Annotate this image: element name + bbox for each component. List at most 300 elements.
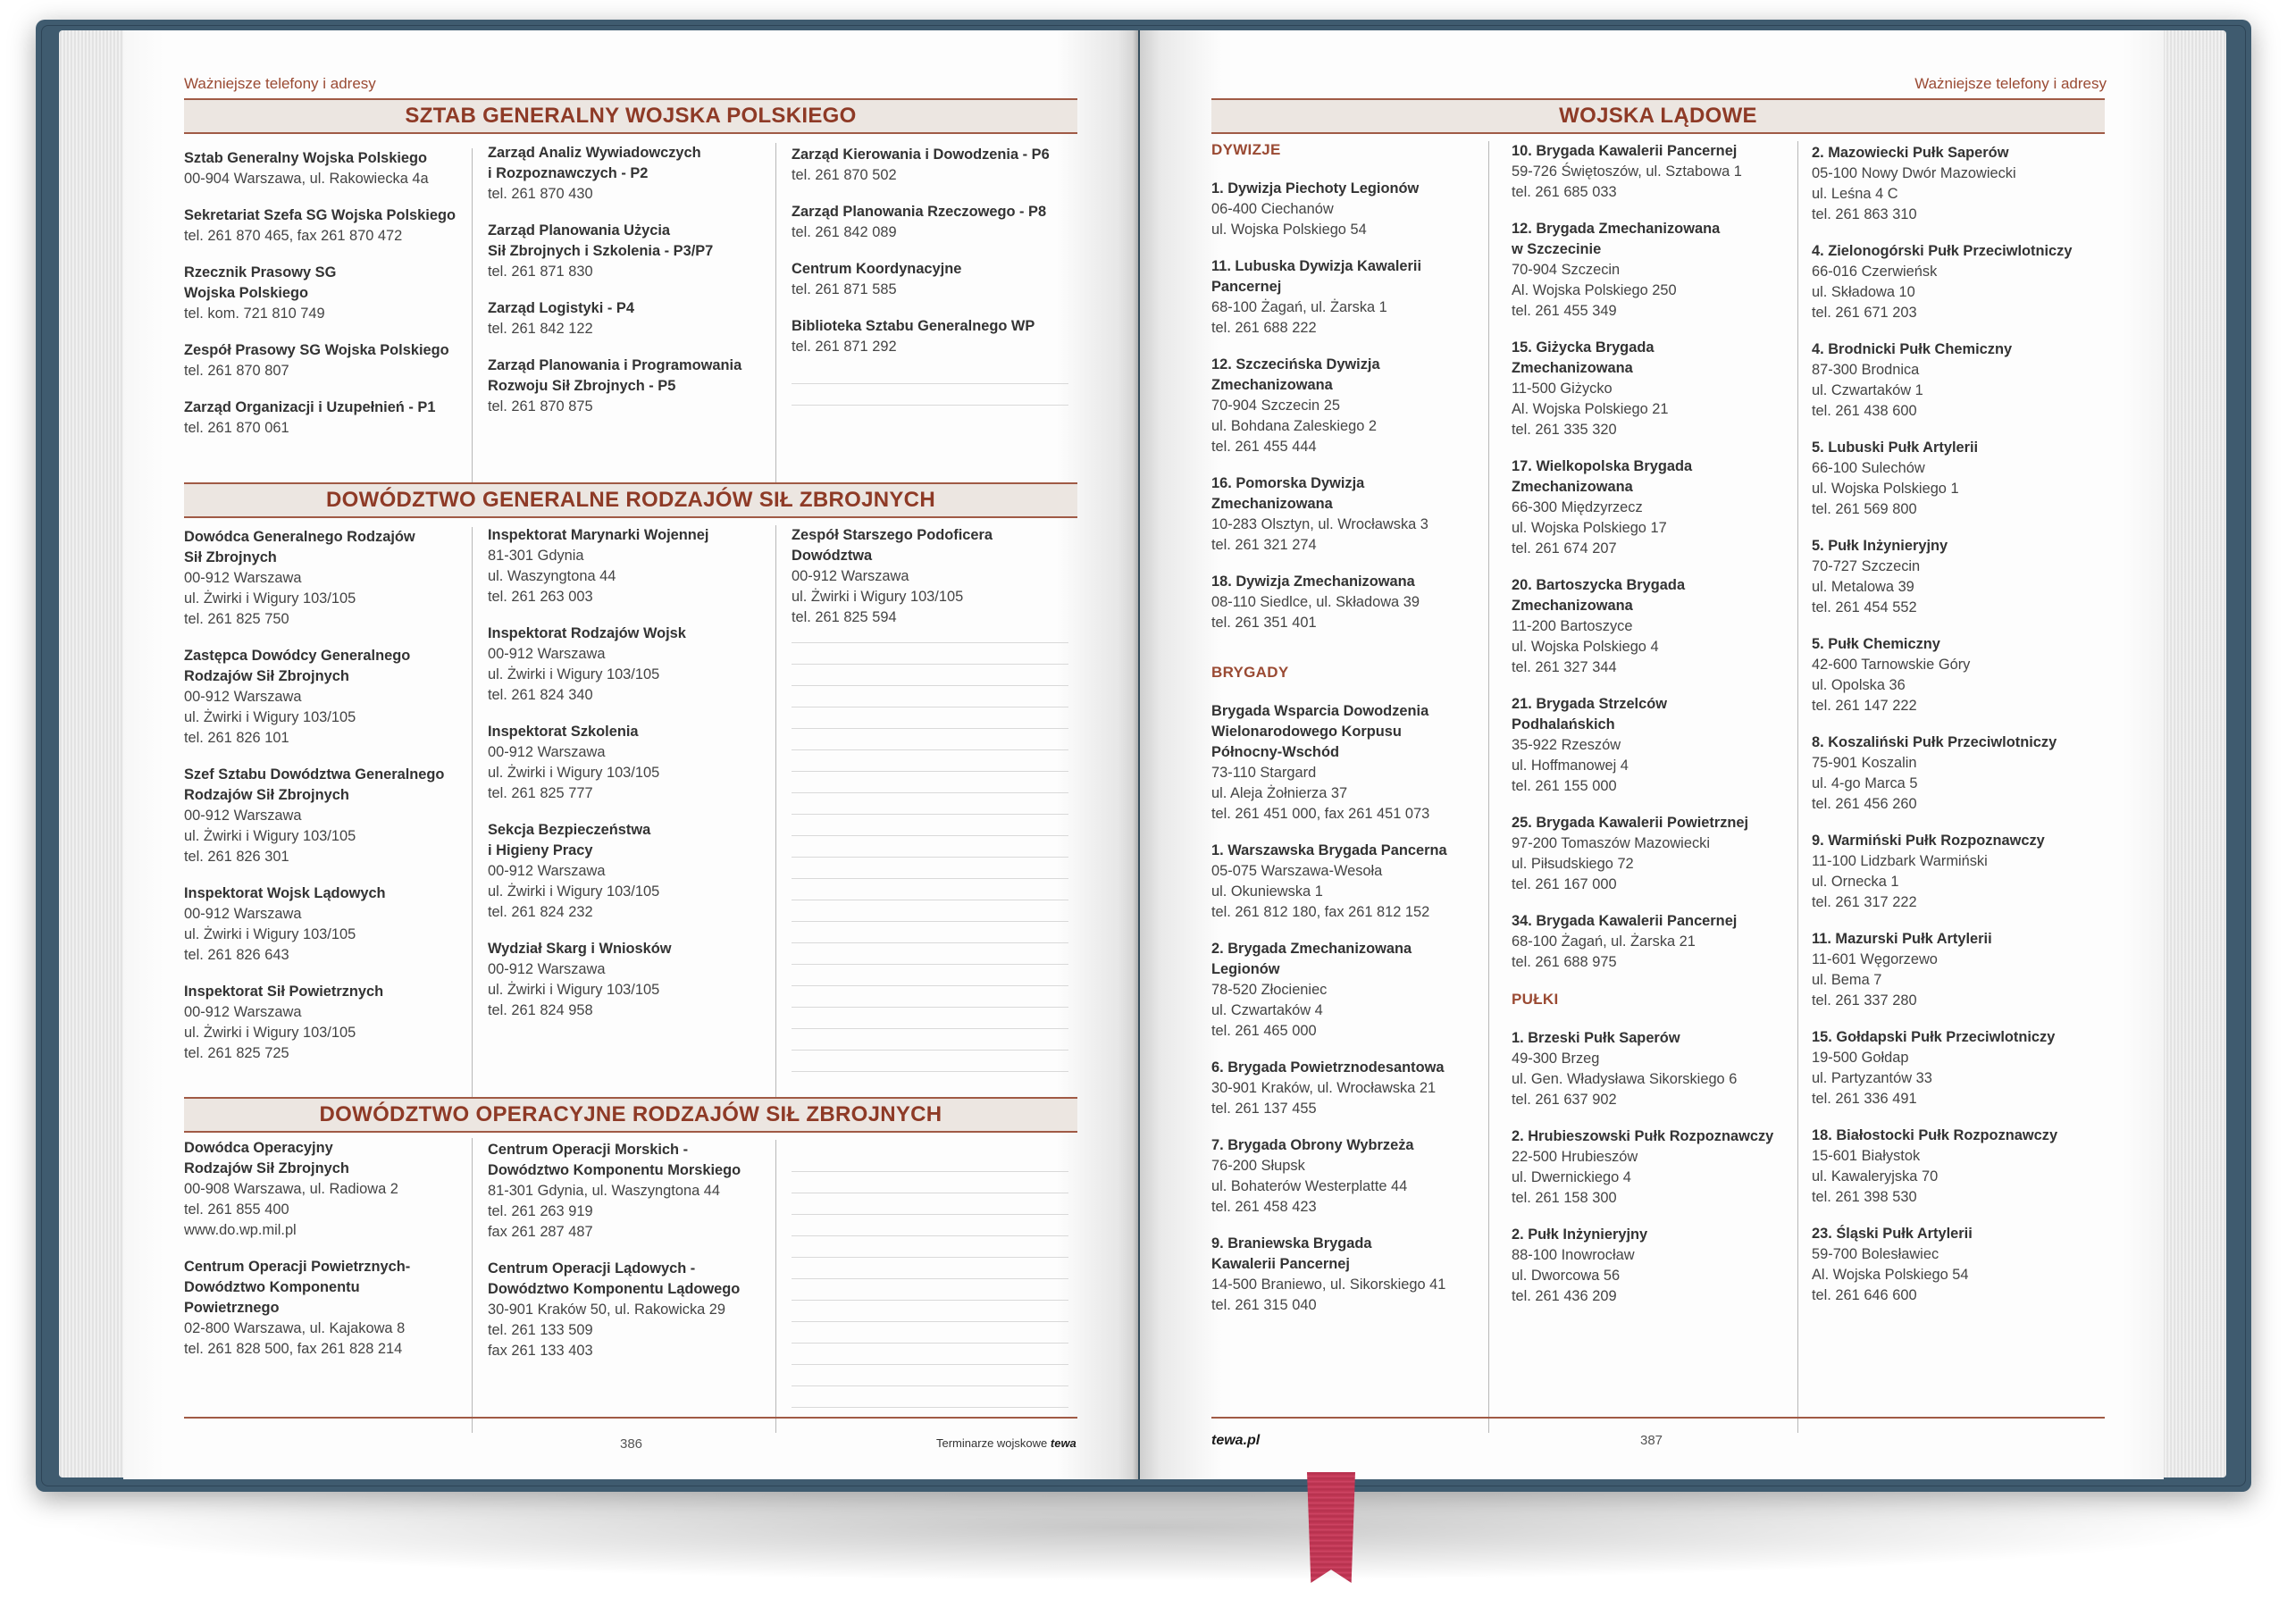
entry-detail: tel. 261 826 301 xyxy=(184,849,289,865)
entry-detail: fax 261 133 403 xyxy=(488,1343,593,1359)
entry-name: 2. Brygada Zmechanizowana xyxy=(1211,941,1412,957)
entry-detail: 68-100 Żagań, ul. Żarska 21 xyxy=(1512,933,1696,950)
entry-detail: ul. Ornecka 1 xyxy=(1812,874,1899,890)
brand-text: Terminarze wojskowe xyxy=(936,1436,1048,1450)
entry-detail: tel. 261 685 033 xyxy=(1512,184,1617,200)
entry-detail: ul. Bohdana Zaleskiego 2 xyxy=(1211,418,1377,434)
address-entry xyxy=(1512,141,1797,203)
entry-name: Centrum Operacji Powietrznych- xyxy=(184,1259,411,1275)
entry-detail: 00-912 Warszawa xyxy=(184,570,302,586)
entry-list xyxy=(1812,143,2107,1306)
entry-detail: tel. 261 842 122 xyxy=(488,321,593,337)
entry-name: 1. Warszawska Brygada Pancerna xyxy=(1211,842,1447,858)
entry-name: Zmechanizowana xyxy=(1512,479,1633,495)
entry-detail: ul. Opolska 36 xyxy=(1812,677,1906,693)
entry-detail: tel. 261 870 807 xyxy=(184,363,289,379)
entry-detail: ul. Wojska Polskiego 54 xyxy=(1211,222,1367,238)
entry-detail: tel. 261 321 274 xyxy=(1211,537,1317,553)
entry-detail: ul. Wojska Polskiego 17 xyxy=(1512,520,1667,536)
section-header xyxy=(184,482,1077,518)
brand-logo: tewa.pl xyxy=(1211,1433,1261,1448)
entry-name: Sekretariat Szefa SG Wojska Polskiego xyxy=(184,207,456,223)
entry-detail: Al. Wojska Polskiego 54 xyxy=(1812,1267,1969,1283)
address-entry xyxy=(184,646,472,749)
entry-name: i Higieny Pracy xyxy=(488,842,593,858)
entry-detail: ul. Czwartaków 1 xyxy=(1812,382,1923,398)
running-title: Ważniejsze telefony i adresy xyxy=(184,75,376,92)
entry-detail: ul. Kawaleryjska 70 xyxy=(1812,1168,1939,1185)
entry-name: Rzecznik Prasowy SG xyxy=(184,264,337,280)
entry-detail: tel. kom. 721 810 749 xyxy=(184,306,325,322)
entry-detail: tel. 261 155 000 xyxy=(1512,778,1617,794)
address-entry xyxy=(184,398,472,439)
entry-name: Zarząd Organizacji i Uzupełnień - P1 xyxy=(184,399,436,415)
address-entry xyxy=(184,883,472,966)
entry-name: 9. Braniewska Brygada xyxy=(1211,1235,1372,1251)
entry-name: 5. Lubuski Pułk Artylerii xyxy=(1812,439,1979,456)
entry-detail: ul. 4-go Marca 5 xyxy=(1812,775,1918,791)
address-entry xyxy=(1211,939,1488,1042)
entry-detail: 00-912 Warszawa xyxy=(184,906,302,922)
entry-name: 25. Brygada Kawalerii Powietrznej xyxy=(1512,815,1749,831)
section-header xyxy=(184,98,1077,134)
entry-name: i Rozpoznawczych - P2 xyxy=(488,165,649,181)
entry-detail: 81-301 Gdynia, ul. Waszyngtona 44 xyxy=(488,1183,720,1199)
section-title: WOJSKA LĄDOWE xyxy=(1559,104,1757,128)
address-entry xyxy=(1812,929,2107,1011)
address-entry xyxy=(792,145,1077,186)
address-entry xyxy=(1512,1028,1797,1110)
column xyxy=(184,148,473,484)
entry-detail: tel. 261 455 349 xyxy=(1512,303,1617,319)
entry-detail: ul. Wojska Polskiego 1 xyxy=(1812,481,1959,497)
entry-name: Dowódca Generalnego Rodzajów xyxy=(184,529,415,545)
address-entry xyxy=(1512,456,1797,559)
address-entry xyxy=(488,298,775,339)
entry-detail: tel. 261 824 232 xyxy=(488,904,593,920)
footer-rule xyxy=(1211,1417,2105,1419)
entry-name: Północny-Wschód xyxy=(1211,744,1339,760)
entry-detail: 05-100 Nowy Dwór Mazowiecki xyxy=(1812,165,2016,181)
address-entry xyxy=(1211,179,1488,240)
address-entry xyxy=(184,263,472,324)
address-entry xyxy=(1512,1126,1797,1209)
note-lines xyxy=(792,1151,1068,1408)
entry-detail: fax 261 287 487 xyxy=(488,1224,593,1240)
entry-name: Wielonarodowego Korpusu xyxy=(1211,724,1402,740)
address-entry xyxy=(1812,339,2107,422)
entry-detail: 00-904 Warszawa, ul. Rakowiecka 4a xyxy=(184,171,429,187)
brand-logo: tewa xyxy=(1050,1436,1076,1450)
entry-name: Inspektorat Marynarki Wojennej xyxy=(488,527,709,543)
column xyxy=(184,1138,473,1433)
entry-detail: ul. Dworcowa 56 xyxy=(1512,1268,1621,1284)
entry-name: 6. Brygada Powietrznodesantowa xyxy=(1211,1059,1445,1076)
entry-detail: 30-901 Kraków, ul. Wrocławska 21 xyxy=(1211,1080,1437,1096)
entry-detail: tel. 261 398 530 xyxy=(1812,1189,1917,1205)
entry-name: 21. Brygada Strzelców xyxy=(1512,696,1667,712)
address-entry xyxy=(1211,256,1488,339)
entry-name: 1. Brzeski Pułk Saperów xyxy=(1512,1030,1680,1046)
entry-name: Centrum Operacji Morskich - xyxy=(488,1142,689,1158)
entry-detail: tel. 261 870 502 xyxy=(792,167,897,183)
entry-detail: 11-500 Giżycko xyxy=(1512,381,1613,397)
entry-detail: tel. 261 263 003 xyxy=(488,589,593,605)
entry-detail: ul. Żwirki i Wigury 103/105 xyxy=(488,666,660,682)
entry-detail: ul. Metalowa 39 xyxy=(1812,579,1914,595)
entry-detail: tel. 261 137 455 xyxy=(1211,1101,1317,1117)
entry-detail: tel. 261 147 222 xyxy=(1812,698,1917,714)
entry-detail: 11-200 Bartoszyce xyxy=(1512,618,1633,634)
entry-name: Centrum Koordynacyjne xyxy=(792,261,962,277)
entry-detail: tel. 261 455 444 xyxy=(1211,439,1317,455)
entry-detail: tel. 261 674 207 xyxy=(1512,540,1617,557)
entry-name: w Szczecinie xyxy=(1512,241,1602,257)
section-title: SZTAB GENERALNY WOJSKA POLSKIEGO xyxy=(405,104,857,128)
entry-detail: 66-100 Sulechów xyxy=(1812,460,1925,476)
entry-list xyxy=(1211,179,1488,633)
entry-name: 20. Bartoszycka Brygada xyxy=(1512,577,1686,593)
entry-name: 15. Gołdapski Pułk Przeciwlotniczy xyxy=(1812,1029,2056,1045)
address-entry xyxy=(1812,1027,2107,1109)
entry-detail: tel. 261 456 260 xyxy=(1812,796,1917,812)
entry-name: Podhalańskich xyxy=(1512,716,1615,732)
entry-detail: 22-500 Hrubieszów xyxy=(1512,1149,1638,1165)
column xyxy=(488,525,776,1099)
entry-detail: ul. Żwirki i Wigury 103/105 xyxy=(488,982,660,998)
entry-name: Zmechanizowana xyxy=(1512,598,1633,614)
entry-name: 12. Brygada Zmechanizowana xyxy=(1512,221,1721,237)
address-entry xyxy=(1211,473,1488,556)
address-entry xyxy=(792,316,1077,357)
entry-detail: ul. Aleja Żołnierza 37 xyxy=(1211,785,1348,801)
entry-detail: tel. 261 863 310 xyxy=(1812,206,1917,222)
entry-detail: tel. 261 826 643 xyxy=(184,947,289,963)
address-entry xyxy=(184,1138,472,1241)
entry-detail: ul. Gen. Władysława Sikorskiego 6 xyxy=(1512,1071,1738,1087)
column xyxy=(792,145,1077,484)
entry-name: 5. Pułk Inżynieryjny xyxy=(1812,538,1948,554)
entry-detail: ul. Bema 7 xyxy=(1812,972,1882,988)
entry-name: Kawalerii Pancernej xyxy=(1211,1256,1350,1272)
address-entry xyxy=(488,525,775,607)
entry-name: Sekcja Bezpieczeństwa xyxy=(488,822,651,838)
entry-name: 34. Brygada Kawalerii Pancernej xyxy=(1512,913,1738,929)
category-label: BRYGADY xyxy=(1211,664,1289,681)
bookmark-ribbon xyxy=(1307,1472,1355,1583)
entry-detail: tel. 261 870 875 xyxy=(488,398,593,414)
entry-detail: ul. Czwartaków 4 xyxy=(1211,1002,1323,1018)
footer-rule xyxy=(184,1417,1077,1419)
column xyxy=(1512,141,1798,1433)
column xyxy=(1812,143,2107,1433)
entry-detail: ul. Żwirki i Wigury 103/105 xyxy=(792,589,964,605)
entry-detail: 70-727 Szczecin xyxy=(1812,558,1921,574)
entry-name: Zmechanizowana xyxy=(1512,360,1633,376)
section-title: DOWÓDZTWO OPERACYJNE RODZAJÓW SIŁ ZBROJNYCH xyxy=(319,1102,942,1126)
address-entry xyxy=(184,527,472,630)
entry-name: 4. Brodnicki Pułk Chemiczny xyxy=(1812,341,2013,357)
entry-detail: tel. 261 824 340 xyxy=(488,687,593,703)
entry-detail: tel. 261 871 292 xyxy=(792,339,897,355)
entry-detail: 00-912 Warszawa xyxy=(184,808,302,824)
entry-detail: tel. 261 315 040 xyxy=(1211,1297,1317,1313)
entry-detail: ul. Okuniewska 1 xyxy=(1211,883,1323,900)
entry-detail: 87-300 Brodnica xyxy=(1812,362,1920,378)
entry-name: Biblioteka Sztabu Generalnego WP xyxy=(792,318,1035,334)
address-entry xyxy=(1211,572,1488,633)
address-entry xyxy=(1512,338,1797,440)
entry-name: Dowództwo Komponentu xyxy=(184,1279,360,1295)
entry-name: Zarząd Planowania Użycia xyxy=(488,222,671,239)
entry-name: Inspektorat Szkolenia xyxy=(488,724,639,740)
entry-detail: 02-800 Warszawa, ul. Kajakowa 8 xyxy=(184,1320,406,1336)
entry-name: Rodzajów Sił Zbrojnych xyxy=(184,1160,349,1176)
section-header xyxy=(1211,98,2105,134)
entry-detail: 14-500 Braniewo, ul. Sikorskiego 41 xyxy=(1211,1277,1446,1293)
entry-name: 4. Zielonogórski Pułk Przeciwlotniczy xyxy=(1812,243,2073,259)
entry-detail: tel. 261 842 089 xyxy=(792,224,897,240)
entry-name: 18. Dywizja Zmechanizowana xyxy=(1211,573,1415,590)
entry-name: 8. Koszaliński Pułk Przeciwlotniczy xyxy=(1812,734,2057,750)
entry-detail: tel. 261 317 222 xyxy=(1812,894,1917,910)
entry-list xyxy=(1211,701,1488,1316)
entry-name: 10. Brygada Kawalerii Pancernej xyxy=(1512,143,1738,159)
entry-detail: tel. 261 451 000, fax 261 451 073 xyxy=(1211,806,1430,822)
entry-name: Zmechanizowana xyxy=(1211,496,1333,512)
entry-name: 7. Brygada Obrony Wybrzeża xyxy=(1211,1137,1414,1153)
entry-name: Zarząd Planowania Rzeczowego - P8 xyxy=(792,204,1047,220)
entry-name: 16. Pomorska Dywizja xyxy=(1211,475,1365,491)
address-entry xyxy=(488,1259,775,1361)
address-entry xyxy=(184,205,472,247)
entry-detail: tel. 261 167 000 xyxy=(1512,876,1617,892)
entry-name: Sztab Generalny Wojska Polskiego xyxy=(184,150,428,166)
column xyxy=(184,527,473,1099)
entry-name: 17. Wielkopolska Brygada xyxy=(1512,458,1693,474)
entry-detail: tel. 261 436 209 xyxy=(1512,1288,1617,1304)
entry-detail: 06-400 Ciechanów xyxy=(1211,201,1334,217)
entry-detail: 00-912 Warszawa xyxy=(488,863,606,879)
entry-detail: tel. 261 688 222 xyxy=(1211,320,1317,336)
right-page xyxy=(1140,30,2164,1479)
entry-detail: 00-912 Warszawa xyxy=(184,689,302,705)
entry-list xyxy=(1512,1028,1797,1307)
page-number: 387 xyxy=(1640,1433,1663,1448)
left-page xyxy=(123,30,1138,1479)
brand-footer xyxy=(936,1436,1076,1450)
address-entry xyxy=(792,202,1077,243)
address-entry xyxy=(184,982,472,1064)
address-entry xyxy=(1512,813,1797,895)
column xyxy=(1211,141,1489,1433)
entry-detail: 59-700 Bolesławiec xyxy=(1812,1246,1939,1262)
address-entry xyxy=(1512,1225,1797,1307)
address-entry xyxy=(1812,1126,2107,1208)
entry-detail: tel. 261 458 423 xyxy=(1211,1199,1317,1215)
entry-name: Centrum Operacji Lądowych - xyxy=(488,1260,696,1277)
entry-name: Inspektorat Rodzajów Wojsk xyxy=(488,625,686,641)
entry-detail: Al. Wojska Polskiego 250 xyxy=(1512,282,1677,298)
entry-detail: 11-100 Lidzbark Warmiński xyxy=(1812,853,1988,869)
entry-name: Wojska Polskiego xyxy=(184,285,309,301)
entry-detail: 00-912 Warszawa xyxy=(488,744,606,760)
address-entry xyxy=(1211,1234,1488,1316)
entry-name: Rodzajów Sił Zbrojnych xyxy=(184,787,349,803)
entry-name: Rozwoju Sił Zbrojnych - P5 xyxy=(488,378,676,394)
entry-name: Sił Zbrojnych i Szkolenia - P3/P7 xyxy=(488,243,714,259)
address-entry xyxy=(1512,219,1797,322)
entry-detail: 00-912 Warszawa xyxy=(792,568,909,584)
entry-name: 2. Mazowiecki Pułk Saperów xyxy=(1812,145,2009,161)
entry-detail: 59-726 Świętoszów, ul. Sztabowa 1 xyxy=(1512,163,1742,180)
section-title: DOWÓDZTWO GENERALNE RODZAJÓW SIŁ ZBROJNYCH xyxy=(326,488,935,512)
entry-name: Inspektorat Sił Powietrznych xyxy=(184,984,384,1000)
entry-detail: ul. Dwernickiego 4 xyxy=(1512,1169,1631,1185)
entry-detail: ul. Leśna 4 C xyxy=(1812,186,1898,202)
entry-detail: ul. Żwirki i Wigury 103/105 xyxy=(488,765,660,781)
entry-detail: 00-912 Warszawa xyxy=(488,961,606,977)
address-entry xyxy=(488,722,775,804)
address-entry xyxy=(792,259,1077,300)
page-edges-left xyxy=(59,30,125,1478)
entry-name: 15. Giżycka Brygada xyxy=(1512,339,1655,356)
address-entry xyxy=(1512,911,1797,973)
address-entry xyxy=(1812,634,2107,716)
address-entry xyxy=(792,525,1077,628)
entry-detail: 97-200 Tomaszów Mazowiecki xyxy=(1512,835,1710,851)
entry-detail: 35-922 Rzeszów xyxy=(1512,737,1621,753)
entry-name: Zarząd Planowania i Programowania xyxy=(488,357,742,373)
section-header xyxy=(184,1097,1077,1133)
entry-detail: 66-016 Czerwieńsk xyxy=(1812,264,1938,280)
entry-detail: Al. Wojska Polskiego 21 xyxy=(1512,401,1669,417)
address-entry xyxy=(184,765,472,867)
entry-detail: 11-601 Węgorzewo xyxy=(1812,951,1938,967)
address-entry xyxy=(1211,841,1488,923)
address-entry xyxy=(184,148,472,189)
entry-detail: www.do.wp.mil.pl xyxy=(184,1222,297,1238)
entry-detail: 05-075 Warszawa-Wesoła xyxy=(1211,863,1383,879)
entry-detail: 49-300 Brzeg xyxy=(1512,1051,1600,1067)
entry-name: Zespół Starszego Podoficera xyxy=(792,527,993,543)
address-entry xyxy=(184,1257,472,1360)
address-entry xyxy=(1812,438,2107,520)
entry-name: 2. Pułk Inżynieryjny xyxy=(1512,1226,1648,1243)
address-entry xyxy=(488,1140,775,1243)
entry-name: 11. Lubuska Dywizja Kawalerii xyxy=(1211,258,1422,274)
entry-name: Dowództwo Komponentu Lądowego xyxy=(488,1281,741,1297)
entry-name: Zarząd Logistyki - P4 xyxy=(488,300,634,316)
entry-detail: 66-300 Międzyrzecz xyxy=(1512,499,1643,515)
address-entry xyxy=(1812,732,2107,815)
entry-detail: tel. 261 671 203 xyxy=(1812,305,1917,321)
entry-detail: tel. 261 646 600 xyxy=(1812,1287,1917,1303)
entry-detail: tel. 261 870 465, fax 261 870 472 xyxy=(184,228,403,244)
address-entry xyxy=(1211,701,1488,825)
entry-detail: tel. 261 825 750 xyxy=(184,611,289,627)
entry-detail: 88-100 Inowrocław xyxy=(1512,1247,1635,1263)
entry-detail: 30-901 Kraków 50, ul. Rakowicka 29 xyxy=(488,1302,726,1318)
address-entry xyxy=(1211,355,1488,457)
entry-name: Zarząd Analiz Wywiadowczych xyxy=(488,145,701,161)
entry-detail: tel. 261 637 902 xyxy=(1512,1092,1617,1108)
entry-detail: ul. Żwirki i Wigury 103/105 xyxy=(184,828,356,844)
address-entry xyxy=(488,356,775,417)
entry-detail: tel. 261 263 919 xyxy=(488,1203,593,1219)
entry-name: Dowódca Operacyjny xyxy=(184,1140,333,1156)
entry-detail: tel. 261 454 552 xyxy=(1812,599,1917,615)
entry-detail: ul. Wojska Polskiego 4 xyxy=(1512,639,1659,655)
entry-detail: tel. 261 337 280 xyxy=(1812,992,1917,1009)
entry-name: 18. Białostocki Pułk Rozpoznawczy xyxy=(1812,1127,2058,1143)
category-label: DYWIZJE xyxy=(1211,141,1281,158)
address-entry xyxy=(1812,536,2107,618)
address-entry xyxy=(184,340,472,381)
entry-name: 11. Mazurski Pułk Artylerii xyxy=(1812,931,1992,947)
address-entry xyxy=(1512,694,1797,797)
entry-detail: 81-301 Gdynia xyxy=(488,548,584,564)
entry-name: Dowództwa xyxy=(792,548,873,564)
entry-detail: tel. 261 812 180, fax 261 812 152 xyxy=(1211,904,1430,920)
entry-name: Sił Zbrojnych xyxy=(184,549,277,565)
entry-detail: tel. 261 327 344 xyxy=(1512,659,1617,675)
entry-detail: 76-200 Słupsk xyxy=(1211,1158,1305,1174)
entry-list xyxy=(1512,141,1797,973)
entry-detail: tel. 261 825 725 xyxy=(184,1045,289,1061)
entry-detail: ul. Żwirki i Wigury 103/105 xyxy=(184,1025,356,1041)
entry-name: Rodzajów Sił Zbrojnych xyxy=(184,668,349,684)
column xyxy=(488,1140,776,1433)
entry-detail: tel. 261 824 958 xyxy=(488,1002,593,1018)
entry-detail: ul. Żwirki i Wigury 103/105 xyxy=(184,926,356,942)
address-entry xyxy=(1211,1058,1488,1119)
address-entry xyxy=(1812,1224,2107,1306)
address-entry xyxy=(1512,575,1797,678)
entry-detail: ul. Składowa 10 xyxy=(1812,284,1915,300)
entry-name: 1. Dywizja Piechoty Legionów xyxy=(1211,180,1420,197)
entry-detail: ul. Żwirki i Wigury 103/105 xyxy=(184,590,356,607)
entry-detail: 08-110 Siedlce, ul. Składowa 39 xyxy=(1211,594,1420,610)
entry-detail: 15-601 Białystok xyxy=(1812,1148,1921,1164)
entry-detail: tel. 261 158 300 xyxy=(1512,1190,1617,1206)
entry-detail: 00-912 Warszawa xyxy=(488,646,606,662)
entry-detail: ul. Żwirki i Wigury 103/105 xyxy=(488,883,660,900)
entry-detail: tel. 261 351 401 xyxy=(1211,615,1317,631)
entry-detail: tel. 261 336 491 xyxy=(1812,1091,1917,1107)
entry-name: Zmechanizowana xyxy=(1211,377,1333,393)
address-entry xyxy=(488,939,775,1021)
entry-name: Legionów xyxy=(1211,961,1280,977)
entry-detail: tel. 261 133 509 xyxy=(488,1322,593,1338)
note-lines xyxy=(792,622,1068,1072)
entry-detail: tel. 261 871 830 xyxy=(488,264,593,280)
address-entry xyxy=(1812,143,2107,225)
entry-name: Powietrznego xyxy=(184,1300,280,1316)
entry-detail: ul. Hoffmanowej 4 xyxy=(1512,758,1629,774)
entry-name: 12. Szczecińska Dywizja xyxy=(1211,356,1380,373)
entry-name: 5. Pułk Chemiczny xyxy=(1812,636,1940,652)
entry-name: Zespół Prasowy SG Wojska Polskiego xyxy=(184,342,449,358)
address-entry xyxy=(488,624,775,706)
note-lines xyxy=(792,363,1068,406)
address-entry xyxy=(488,820,775,923)
entry-detail: 19-500 Gołdap xyxy=(1812,1050,1909,1066)
entry-detail: 10-283 Olsztyn, ul. Wrocławska 3 xyxy=(1211,516,1428,532)
column xyxy=(488,143,776,484)
address-entry xyxy=(488,143,775,205)
entry-detail: ul. Żwirki i Wigury 103/105 xyxy=(184,709,356,725)
